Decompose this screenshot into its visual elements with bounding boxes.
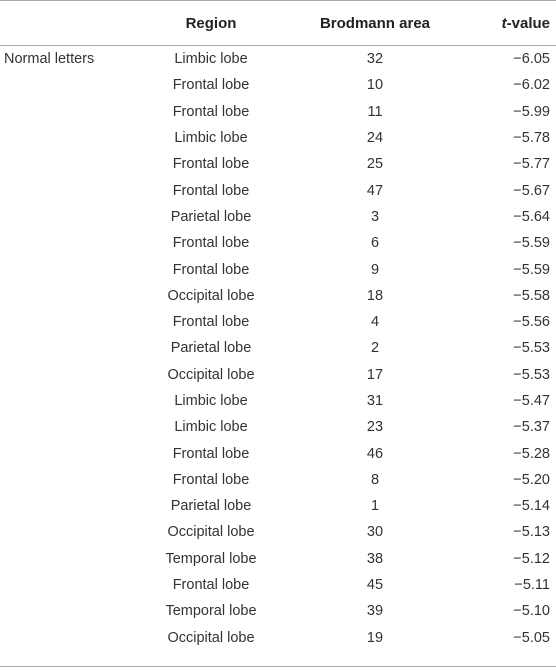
t-value-cell: −5.59 xyxy=(513,261,550,278)
group-cell xyxy=(0,625,140,651)
table-row xyxy=(0,493,556,519)
t-value-cell: −5.37 xyxy=(513,419,550,436)
region-cell: Temporal lobe xyxy=(165,603,257,620)
t-value-cell: −5.13 xyxy=(513,524,550,541)
table-row xyxy=(0,309,556,335)
region-cell: Frontal lobe xyxy=(172,577,250,594)
brodmann-area-cell: 23 xyxy=(366,419,384,436)
region-cell: Frontal lobe xyxy=(172,445,250,462)
t-value-cell: −5.05 xyxy=(513,629,550,646)
region-cell: Parietal lobe xyxy=(170,498,252,515)
table-row xyxy=(0,177,556,203)
region-cell: Frontal lobe xyxy=(172,235,250,252)
group-cell xyxy=(0,467,140,493)
group-cell xyxy=(0,362,140,388)
t-value-cell: −5.67 xyxy=(513,182,550,199)
t-value-cell: −5.10 xyxy=(513,603,550,620)
brodmann-area-cell: 3 xyxy=(370,208,380,225)
region-cell: Occipital lobe xyxy=(167,366,255,383)
region-cell: Limbic lobe xyxy=(174,130,248,147)
t-value-cell: −5.78 xyxy=(513,130,550,147)
region-cell: Frontal lobe xyxy=(172,261,250,278)
table-row xyxy=(0,151,556,177)
brodmann-area-cell: 30 xyxy=(366,524,384,541)
table-row xyxy=(0,125,556,151)
table-row xyxy=(0,335,556,361)
table-row xyxy=(0,467,556,493)
brodmann-area-cell: 18 xyxy=(366,287,384,304)
table-row xyxy=(0,388,556,414)
region-cell: Frontal lobe xyxy=(172,182,250,199)
table-row xyxy=(0,99,556,125)
table-row xyxy=(0,625,556,651)
t-value-cell: −5.58 xyxy=(513,287,550,304)
region-cell: Parietal lobe xyxy=(170,340,252,357)
table-row xyxy=(0,256,556,282)
table-row xyxy=(0,362,556,388)
header-group xyxy=(0,0,140,46)
region-cell: Frontal lobe xyxy=(172,156,250,173)
t-value-cell: −5.53 xyxy=(513,366,550,383)
brodmann-area-cell: 46 xyxy=(366,445,384,462)
region-cell: Frontal lobe xyxy=(172,471,250,488)
group-cell xyxy=(0,230,140,256)
brodmann-area-cell: 24 xyxy=(366,130,384,147)
header-t-suffix: -value xyxy=(506,14,550,32)
brodmann-area-cell: 39 xyxy=(366,603,384,620)
brodmann-area-cell: 10 xyxy=(366,77,384,94)
brodmann-area-cell: 2 xyxy=(370,340,380,357)
header-brodmann-area: Brodmann area xyxy=(319,14,431,32)
table-row xyxy=(0,546,556,572)
region-cell: Occipital lobe xyxy=(167,629,255,646)
table-row xyxy=(0,230,556,256)
group-cell xyxy=(0,335,140,361)
region-cell: Frontal lobe xyxy=(172,77,250,94)
t-value-cell: −5.28 xyxy=(513,445,550,462)
region-cell: Frontal lobe xyxy=(172,314,250,331)
brodmann-area-cell: 4 xyxy=(370,314,380,331)
region-cell: Limbic lobe xyxy=(174,393,248,409)
t-value-cell: −5.20 xyxy=(513,471,550,488)
group-cell xyxy=(0,309,140,335)
t-value-cell: −5.14 xyxy=(513,498,550,515)
table-row xyxy=(0,204,556,230)
group-cell xyxy=(0,177,140,203)
t-value-cell: −5.53 xyxy=(513,340,550,357)
group-cell xyxy=(0,440,140,466)
brodmann-area-cell: 38 xyxy=(366,550,384,567)
t-value-cell: −5.11 xyxy=(514,577,550,594)
header-t-value xyxy=(468,0,556,46)
brodmann-area-cell: 25 xyxy=(366,156,384,173)
table-row xyxy=(0,598,556,624)
group-cell xyxy=(0,99,140,125)
header-row xyxy=(0,0,556,46)
table-row xyxy=(0,72,556,98)
table-row xyxy=(0,46,556,72)
region-cell: Limbic lobe xyxy=(174,51,248,68)
group-cell xyxy=(0,414,140,440)
table-row xyxy=(0,414,556,440)
t-value-cell: −6.02 xyxy=(513,77,550,94)
t-value-cell: −5.77 xyxy=(513,156,550,173)
brodmann-area-cell: 17 xyxy=(366,366,384,383)
brodmann-area-cell: 9 xyxy=(370,261,380,278)
group-cell xyxy=(0,598,140,624)
group-cell xyxy=(0,151,140,177)
table-row xyxy=(0,440,556,466)
group-cell xyxy=(0,283,140,309)
brodmann-area-cell: 32 xyxy=(366,51,384,68)
region-cell: Occipital lobe xyxy=(167,287,255,304)
brodmann-area-cell: 31 xyxy=(366,393,384,409)
region-cell: Limbic lobe xyxy=(174,419,248,436)
header-t-italic: t xyxy=(501,14,507,32)
t-value-cell: −5.56 xyxy=(513,314,550,331)
table-row xyxy=(0,519,556,545)
group-cell xyxy=(0,519,140,545)
group-cell xyxy=(0,125,140,151)
bottom-rule xyxy=(0,666,556,667)
region-cell: Occipital lobe xyxy=(167,524,255,541)
t-value-cell: −5.47 xyxy=(513,393,550,409)
brodmann-area-cell: 19 xyxy=(366,629,384,646)
table-row xyxy=(0,572,556,598)
region-cell: Frontal lobe xyxy=(172,103,250,120)
brodmann-area-cell: 45 xyxy=(366,577,384,594)
brodmann-area-cell: 8 xyxy=(370,471,380,488)
group-cell xyxy=(0,572,140,598)
group-cell xyxy=(0,256,140,282)
t-value-cell: −5.12 xyxy=(513,550,550,567)
region-cell: Temporal lobe xyxy=(165,550,257,567)
brodmann-area-cell: 1 xyxy=(370,498,380,515)
table-row xyxy=(0,283,556,309)
brodmann-area-cell: 6 xyxy=(370,235,380,252)
group-cell xyxy=(0,72,140,98)
group-cell xyxy=(0,493,140,519)
t-value-cell: −5.64 xyxy=(513,208,550,225)
brodmann-area-cell: 47 xyxy=(366,182,384,199)
group-cell xyxy=(0,388,140,414)
group-cell xyxy=(0,546,140,572)
region-cell: Parietal lobe xyxy=(170,208,252,225)
table-body xyxy=(0,46,556,651)
header-region: Region xyxy=(185,14,237,32)
t-value-cell: −5.99 xyxy=(513,103,550,120)
group-label: Normal letters xyxy=(4,51,95,68)
t-value-cell: −5.59 xyxy=(513,235,550,252)
table-header xyxy=(0,0,556,46)
t-value-cell: −6.05 xyxy=(513,51,550,68)
brodmann-area-cell: 11 xyxy=(367,103,383,120)
group-cell xyxy=(0,204,140,230)
